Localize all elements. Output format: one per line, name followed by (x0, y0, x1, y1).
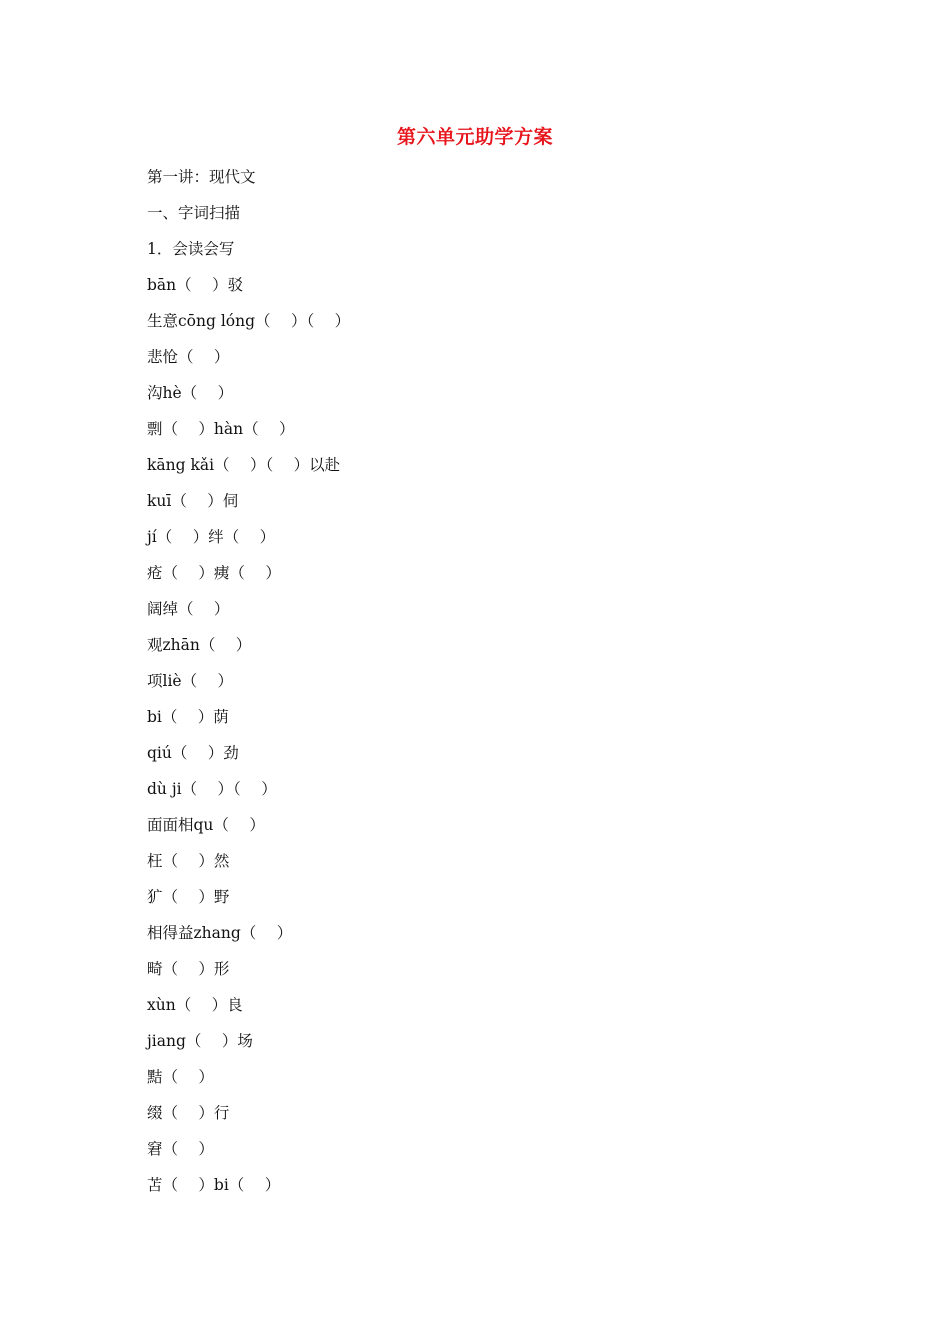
exercise-item: 观zhān（ ） (147, 636, 252, 654)
exercise-item: 悲怆（ ） (147, 348, 230, 366)
exercise-item: 枉（ ）然 (147, 852, 230, 870)
exercise-item: bi（ ）荫 (147, 708, 229, 726)
exercise-item: 疮（ ）痍（ ） (147, 564, 281, 582)
section-heading: 第一讲：现代文 (147, 168, 256, 186)
exercise-item: 剽（ ）hàn（ ） (147, 420, 295, 438)
exercise-item: 阔绰（ ） (147, 600, 230, 618)
exercise-item: dù ji（ ）（ ） (147, 780, 277, 798)
exercise-item: 面面相qu（ ） (147, 816, 265, 834)
exercise-item: kāng kǎi（ ）（ ）以赴 (147, 456, 341, 474)
exercise-item: jiang（ ）场 (147, 1032, 253, 1050)
exercise-item: 犷（ ）野 (147, 888, 230, 906)
exercise-item: qiú（ ）劲 (147, 744, 239, 762)
exercise-item: 畸（ ）形 (147, 960, 230, 978)
exercise-item: 苫（ ）bi（ ） (147, 1176, 281, 1194)
exercise-item: 沟hè（ ） (147, 384, 234, 402)
exercise-item: bān（ ）驳 (147, 276, 244, 294)
exercise-item: 相得益zhang（ ） (147, 924, 293, 942)
subsection-heading: 一、字词扫描 (147, 204, 241, 222)
exercise-item: xùn（ ）良 (147, 996, 243, 1014)
exercise-heading: 1．会读会写 (147, 240, 235, 258)
exercise-item: 缀（ ）行 (147, 1104, 230, 1122)
document-title: 第六单元助学方案 (396, 126, 553, 148)
exercise-item: 黠（ ） (147, 1068, 214, 1086)
exercise-item: 窘（ ） (147, 1140, 214, 1158)
exercise-item: jí（ ）绊（ ） (147, 528, 276, 546)
document-body (147, 159, 847, 1203)
exercise-item: 项liè（ ） (147, 672, 234, 690)
exercise-item: 生意cōng lóng（ ）（ ） (147, 312, 351, 330)
exercise-item: kuī（ ）伺 (147, 492, 239, 510)
